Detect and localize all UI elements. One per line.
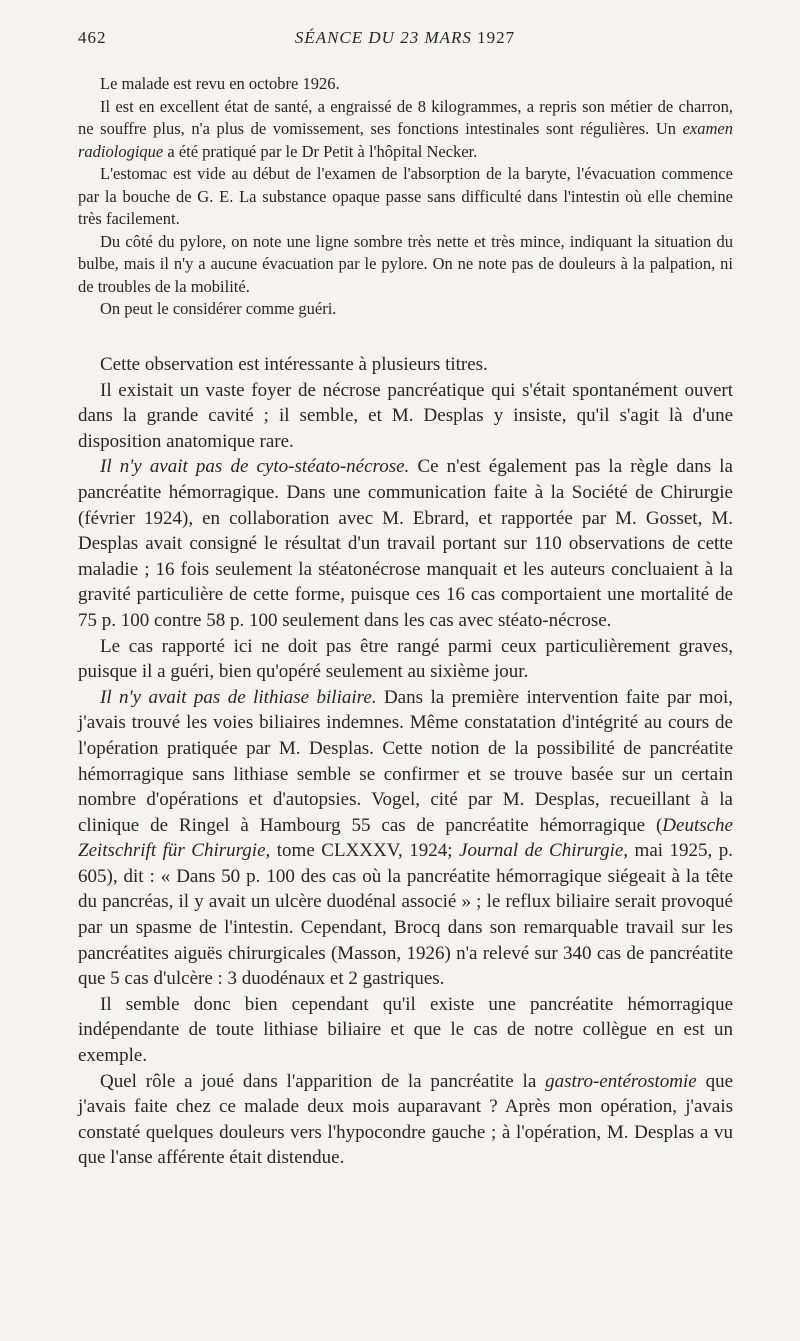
running-title-year: 1927 [477,28,516,47]
observation-paragraph: On peut le considérer comme guéri. [100,299,337,318]
discussion-paragraph: Il existait un vaste foyer de nécrose pancréatique qui s'était spontanément ouvert dans la grande cavité ; il semble, et M. Desplas y insiste, qu'il s'agit là d'une disposition anatomique rare. [78,379,733,452]
discussion-paragraph: Il n'y avait pas de lithiase biliaire. Dans la première intervention faite par moi, j'avais trouvé les voies biliaires indemnes. Même constatation d'intégrité au cours de l'opération pratiquée par M. Desplas. Cette notion de la possibilité de pancréatite hémorragique sans lithiase semble se confirmer et se trouve basée sur un certain nombre d'opérations et d'autopsies. Vogel, cité par M. Desplas, recueillant à la clinique de Ringel à Hambourg 55 cas de pancréatite hémorragique (Deutsche Zeitschrift für Chirurgie, tome CLXXXV, 1924; Journal de Chirurgie, mai 1925, p. 605), dit : « Dans 50 p. 100 des cas où la pancréatite hémorragique siégeait à la tête du pancréas, il y avait un ulcère duodénal associé » ; le reflux biliaire serait provoqué par un spasme de l'intestin. Cependant, Brocq dans son remarquable travail sur les pancréatites aiguës chirurgicales (Masson, 1926) n'a relevé sur 340 cas de pancréatite que 5 cas d'ulcère : 3 duodénaux et 2 gastriques. [78,686,734,990]
observation-paragraph: L'estomac est vide au début de l'examen de l'absorption de la baryte, l'évacuation commence par la bouche de G. E. La substance opaque passe sans difficulté dans l'intestin où elle chemine très facilement. [78,164,733,228]
observation-paragraph: Le malade est revu en octobre 1926. [100,74,340,93]
observation-paragraph: Du côté du pylore, on note une ligne sombre très nette et très mince, indiquant la situation du bulbe, mais il n'y a aucune évacuation par le pylore. On ne note pas de douleurs à la palpation, ni de troubles de la mobilité. [78,231,733,296]
discussion-section [78,352,733,1171]
discussion-paragraph: Quel rôle a joué dans l'apparition de la pancréatite la gastro-entérostomie que j'avais faite chez ce malade deux mois auparavant ? Après mon opération, j'avais constaté quelques douleurs vers l'hypocondre gauche ; à l'opération, M. Desplas a vu que l'anse afférente était distendue. [78,1070,733,1169]
page-header [78,28,732,50]
running-title-text: SÉANCE DU 23 MARS [294,28,472,47]
observation-section [78,73,733,321]
discussion-paragraph: Il n'y avait pas de cyto-stéato-nécrose. Ce n'est également pas la règle dans la pancréatite hémorragique. Dans une communication faite à la Société de Chirurgie (février 1924), en collaboration avec M. Ebrard, et rapportée par M. Gosset, M. Desplas avait consigné le résultat d'un travail portant sur 110 observations de cette maladie ; 16 fois seulement la stéatonécrose manquait et les auteurs concluaient à la gravité particulière de cette forme, puisque ces 16 cas comportaient une mortalité de 75 p. 100 contre 58 p. 100 seulement dans les cas avec stéato-nécrose. [78,456,733,631]
page-number: 462 [78,28,107,47]
discussion-paragraph: Cette observation est intéressante à plusieurs titres. [100,354,488,375]
observation-paragraph: Il est en excellent état de santé, a engraissé de 8 kilogrammes, a repris son métier de charron, ne souffre plus, n'a plus de vomissement, ses fonctions intestinales sont régulières. Un examen radiologique a été pratiqué par le Dr Petit à l'hôpital Necker. [78,96,733,161]
running-title [78,28,732,48]
discussion-paragraph: Il semble donc bien cependant qu'il existe une pancréatite hémorragique indépendante de toute lithiase biliaire et que le cas de notre collègue en est un exemple. [78,993,733,1067]
discussion-paragraph: Le cas rapporté ici ne doit pas être rangé parmi ceux particulièrement graves, puisque il a guéri, bien qu'opéré seulement au sixième jour. [78,635,733,683]
